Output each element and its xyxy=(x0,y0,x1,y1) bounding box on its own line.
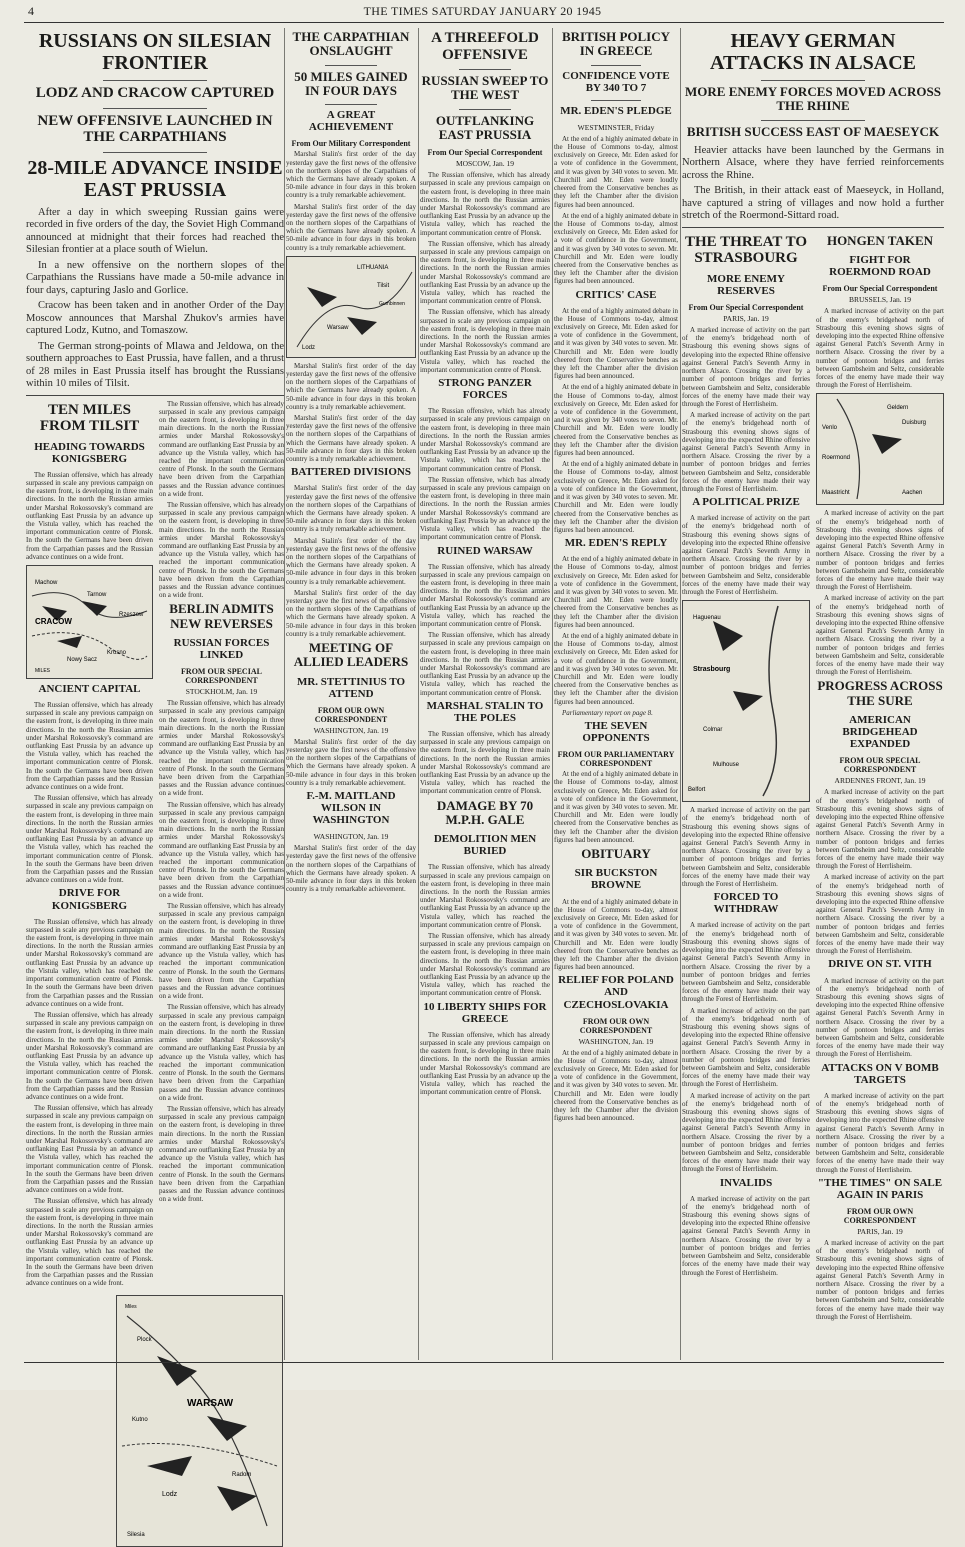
article-text: The Russian offensive, which has already surpassed in scale any previous campaign on the eastern front, is developing in three main directions. In the north the Russian armies under Marshal Rokossovsky's command are outflanking East Prussia by an advance up the Vistula valley, which has reached the important communication centre of Plonsk. In the south the Germans have been driven from the Carpathian passes and the Russian advance continues on a wide front. xyxy=(26,917,153,1008)
headline-meeting-leaders: MEETING OF ALLIED LEADERS xyxy=(293,640,409,670)
headline-berlin-reverses: BERLIN ADMITS NEW REVERSES xyxy=(169,601,274,631)
map-cracow xyxy=(26,565,153,679)
subhead-critics: CRITICS' CASE xyxy=(575,288,657,301)
subhead-ruined-warsaw: RUINED WARSAW xyxy=(437,544,533,557)
article-text: The Russian offensive, which has already surpassed in scale any previous campaign on the eastern front, is developing in three main directions. In the north the Russian armies under Marshal Rokossovsky's command are outflanking East Prussia by an advance up the Vistula valley, which has reached the important communication centre of Plonsk. In the south the Germans have been driven from the Carpathian passes and the Russian advance continues on a wide front. xyxy=(159,800,284,899)
article-text: A marked increase of activity on the part of the enemy's bridgehead north of Strasbourg this evening shows signs of developing into the expected Rhine offensive against General Patch's Seventh Army in northern Alsace. Crossing the river by a number of pontoon bridges and ferries between Gambsheim and Seltz, considerable forces of the enemy have made their way through the Forest of Herrlisheim. xyxy=(816,788,944,871)
article-text: The Russian offensive, which has already surpassed in scale any previous campaign on the eastern front, is developing in three main directions. In the north the Russian armies under Marshal Rokossovsky's command are outflanking East Prussia by an advance up the Vistula valley, which has reached the important communication centre of Plonsk. In the south the Germans have been driven from the Carpathian passes and the Russian advance continues on a wide front. xyxy=(26,470,153,561)
subhead-times-paris: "THE TIMES" ON SALE AGAIN IN PARIS xyxy=(817,1176,943,1201)
subhead-east-prussia: 28-MILE ADVANCE INSIDE EAST PRUSSIA xyxy=(27,156,283,201)
article-text: At the end of a highly animated debate in the House of Commons to-day, almost exclusively on Greece, Mr. Eden asked for a vote of confidence in the Government, and it was given by 340 votes to seven. Mr. Churchill and Mr. Eden were loudly cheered from the Conservative benches as they left the Chamber after the division figures had been announced. xyxy=(554,460,678,534)
lead-paragraph: The British, in their attack east of Maeseyck, in Holland, have captured a string of villages and now hold a further stretch of the Roermond-Sittard road. xyxy=(682,185,944,222)
article-text: A marked increase of activity on the part of the enemy's bridgehead north of Strasbourg this evening shows signs of developing into the expected Rhine offensive against General Patch's Seventh Army in northern Alsace. Crossing the river by a number of pontoon bridges and ferries between Gambsheim and Seltz, considerable forces of the enemy have made their way through the Forest of Herrlisheim. xyxy=(816,307,944,390)
column-russians-silesian xyxy=(26,28,284,1538)
article-text: At the end of a highly animated debate in the House of Commons to-day, almost exclusively on Greece, Mr. Eden asked for a vote of confidence in the Government, and it was given by 340 votes to seven. Mr. Churchill and Mr. Eden were loudly cheered from the Conservative benches as they left the Chamber after the division figures had been announced. xyxy=(554,211,678,286)
map-place: Rzeszow xyxy=(119,611,144,618)
article-text: A marked increase of activity on the part of the enemy's bridgehead north of Strasbourg this evening shows signs of developing into the expected Rhine offensive against General Patch's Seventh Army in northern Alsace. Crossing the river by a number of pontoon bridges and ferries between Gambsheim and Seltz, considerable forces of the enemy have made their way through the Forest of Herrlisheim. xyxy=(816,1091,944,1174)
article-text: The Russian offensive, which has already surpassed in scale any previous campaign on the eastern front, is developing in three main directions. In the north the Russian armies under Marshal Rokossovsky's command are outflanking East Prussia by an advance up the Vistula valley, which has reached the important communication centre of Plonsk. xyxy=(420,308,550,374)
subhead-invalids: INVALIDS xyxy=(719,1176,773,1189)
map-place: Maastricht xyxy=(822,490,850,497)
subhead-reserves: MORE ENEMY RESERVES xyxy=(707,272,785,297)
map-place: LITHUANIA xyxy=(357,264,389,271)
map-place: Tarnow xyxy=(87,591,107,598)
article-text: The Russian offensive, which has already surpassed in scale any previous campaign on the eastern front, is developing in three main directions. In the north the Russian armies under Marshal Rokossovsky's command are outflanking East Prussia by an advance up the Vistula valley, which has reached the important communication centre of Plonsk. In the south the Germans have been driven from the Carpathian passes and the Russian advance continues on a wide front. xyxy=(159,699,284,798)
article-text: Marshal Stalin's first order of the day yesterday gave the first news of the offensive on the northern slopes of the Carpathians of which the Germans have already spoken. A 50-mile advance in four days in this broken country is a truly remarkable achievement. xyxy=(286,150,416,200)
subhead-konigsberg: HEADING TOWARDS KONIGSBERG xyxy=(34,440,145,465)
subhead-achievement: A GREAT ACHIEVEMENT xyxy=(308,109,394,134)
byline: FROM OUR OWN CORRESPONDENT xyxy=(843,1206,917,1225)
subhead-50-miles: 50 MILES GAINED IN FOUR DAYS xyxy=(294,68,408,98)
article-text: At the end of a highly animated debate in the House of Commons to-day, almost exclusively on Greece, Mr. Eden asked for a vote of confidence in the Government, and it was given by 340 votes to seven. Mr. Churchill and Mr. Eden were loudly cheered from the Conservative benches as they left the Chamber after the division figures had been announced. xyxy=(554,897,678,972)
article-text: A marked increase of activity on the part of the enemy's bridgehead north of Strasbourg this evening shows signs of developing into the expected Rhine offensive against General Patch's Seventh Army in northern Alsace. Crossing the river by a number of pontoon bridges and ferries between Gambsheim and Seltz, considerable forces of the enemy have made their way through the Forest of Herrlisheim. xyxy=(682,411,810,493)
folio-line xyxy=(0,4,965,20)
subhead-lodz-cracow: LODZ AND CRACOW CAPTURED xyxy=(35,85,275,101)
article-text: At the end of a highly animated debate in the House of Commons to-day, almost exclusively on Greece, Mr. Eden asked for a vote of confidence in the Government, and it was given by 340 votes to seven. Mr. Churchill and Mr. Eden were loudly cheered from the Conservative benches as they left the Chamber after the division figures had been announced. xyxy=(554,555,678,629)
article-text: Marshal Stalin's first order of the day yesterday gave the first news of the offensive on the northern slopes of the Carpathians of which the Germans have already spoken. A 50-mile advance in four days in this broken country is a truly remarkable achievement. xyxy=(286,588,416,638)
article-text: A marked increase of activity on the part of the enemy's bridgehead north of Strasbourg this evening shows signs of developing into the expected Rhine offensive against General Patch's Seventh Army in northern Alsace. Crossing the river by a number of pontoon bridges and ferries between Gambsheim and Seltz, considerable forces of the enemy have made their way through the Forest of Herrlisheim. xyxy=(682,326,810,408)
map-place: Kutno xyxy=(132,1416,148,1423)
subhead-vbomb: ATTACKS ON V BOMB TARGETS xyxy=(821,1061,939,1086)
map-place: Lodz xyxy=(162,1490,178,1498)
article-text: A marked increase of activity on the part of the enemy's bridgehead north of Strasbourg this evening shows signs of developing into the expected Rhine offensive against General Patch's Seventh Army in northern Alsace. Crossing the river by a number of pontoon bridges and ferries between Gambsheim and Seltz, considerable forces of the enemy have made their way through the Forest of Herrlisheim. xyxy=(682,1091,810,1174)
subhead-wilson: F.-M. MAITLAND WILSON IN WASHINGTON xyxy=(306,790,396,827)
subhead-liberty-ships: 10 LIBERTY SHIPS FOR GREECE xyxy=(423,1000,547,1025)
map-scale: Miles xyxy=(125,1303,137,1310)
lead-paragraph: The German strong-points of Mlawa and Jeldowa, on the southern approaches to East Prussia, have fallen, and a thrust of 28 miles in East Prussia itself has brought the Russians within 10 miles of Tilsit. xyxy=(26,340,284,389)
map-alsace xyxy=(682,600,810,802)
column-threefold xyxy=(420,28,550,1358)
article-text: A marked increase of activity on the part of the enemy's bridgehead north of Strasbourg this evening shows signs of developing into the expected Rhine offensive against General Patch's Seventh Army in northern Alsace. Crossing the river by a number of pontoon bridges and ferries between Gambsheim and Seltz, considerable forces of the enemy have made their way through the Forest of Herrlisheim. xyxy=(682,514,810,597)
bottom-rule xyxy=(24,1362,944,1363)
dateline: PARIS, Jan. 19 xyxy=(857,1226,903,1236)
article-text: The Russian offensive, which has already surpassed in scale any previous campaign on the eastern front, is developing in three main directions. In the north the Russian armies under Marshal Rokossovsky's command are outflanking East Prussia by an advance up the Vistula valley, which has reached the important communication centre of Plonsk. In the south the Germans have been driven from the Carpathian passes and the Russian advance continues on a wide front. xyxy=(26,794,153,885)
lead-paragraph: After a day in which sweeping Russian gains were recorded in five orders of the day, the Soviet High Command announced at midnight that their forces had reached the Silesian frontier at a place south of Wielun. xyxy=(26,206,284,255)
dateline: WASHINGTON, Jan. 19 xyxy=(313,832,389,842)
lead-paragraph: In a new offensive on the northern slopes of the Carpathians the Russians have made a 50-mile advance in four days, capturing Jaslo and Gorlice. xyxy=(26,259,284,296)
map-place: Nowy Sacz xyxy=(67,656,98,663)
subhead-stalin-poles: MARSHAL STALIN TO THE POLES xyxy=(426,699,544,724)
byline: From Our Special Correspondent xyxy=(688,303,804,313)
headline-gale-damage: DAMAGE BY 70 M.P.H. GALE xyxy=(436,797,534,827)
column-rule xyxy=(284,28,285,1360)
headline-greece: BRITISH POLICY IN GREECE xyxy=(562,29,670,59)
subhead-st-vith: DRIVE ON ST. VITH xyxy=(828,958,932,971)
headline-tilsit: TEN MILES FROM TILSIT xyxy=(39,401,140,434)
article-text: The Russian offensive, which has already surpassed in scale any previous campaign on the eastern front, is developing in three main directions. In the north the Russian armies under Marshal Rokossovsky's command are outflanking East Prussia by an advance up the Vistula valley, which has reached the important communication centre of Plonsk. xyxy=(420,863,550,929)
headline-hongen: HONGEN TAKEN xyxy=(826,232,934,248)
column-alsace xyxy=(682,28,944,1358)
subhead-pledge: MR. EDEN'S PLEDGE xyxy=(560,104,672,117)
headline-threefold: A THREEFOLD OFFENSIVE xyxy=(431,30,539,63)
subhead-outflanking: OUTFLANKING EAST PRUSSIA xyxy=(435,112,535,142)
headline-progress-sure: PROGRESS ACROSS THE SURE xyxy=(817,678,943,708)
byline: FROM OUR OWN CORRESPONDENT xyxy=(579,1016,653,1035)
byline: From Our Special Correspondent xyxy=(822,284,938,294)
article-text: A marked increase of activity on the part of the enemy's bridgehead north of Strasbourg this evening shows signs of developing into the expected Rhine offensive against General Patch's Seventh Army in northern Alsace. Crossing the river by a number of pontoon bridges and ferries between Gambsheim and Seltz, considerable forces of the enemy have made their way through the Forest of Herrlisheim. xyxy=(816,594,944,677)
map-place: Duisburg xyxy=(902,420,927,427)
article-text: The Russian offensive, which has already surpassed in scale any previous campaign on the eastern front, is developing in three main directions. In the north the Russian armies under Marshal Rokossovsky's command are outflanking East Prussia by an advance up the Vistula valley, which has reached the important communication centre of Plonsk. In the south the Germans have been driven from the Carpathian passes and the Russian advance continues on a wide front. xyxy=(159,500,284,600)
byline: From Our Special Correspondent xyxy=(427,148,543,158)
headline-carpathian: THE CARPATHIAN ONSLAUGHT xyxy=(292,29,410,59)
subhead-bridgehead: AMERICAN BRIDGEHEAD EXPANDED xyxy=(842,714,918,751)
map-place: Machow xyxy=(35,579,58,586)
map-place: Aachen xyxy=(902,490,923,497)
top-rule xyxy=(24,22,944,23)
dateline: MOSCOW, Jan. 19 xyxy=(455,159,515,169)
map-label: CRACOW xyxy=(35,616,72,626)
subhead-carpathians: NEW OFFENSIVE LAUNCHED IN THE CARPATHIANS xyxy=(37,112,273,145)
subhead-drive-konigsberg: DRIVE FOR KONIGSBERG xyxy=(51,887,128,912)
dateline: ARDENNES FRONT, Jan. 19 xyxy=(834,776,926,786)
map-warsaw xyxy=(116,1295,283,1547)
article-text: The Russian offensive, which has already surpassed in scale any previous campaign on the eastern front, is developing in three main directions. In the north the Russian armies under Marshal Rokossovsky's command are outflanking East Prussia by an advance up the Vistula valley, which has reached the important communication centre of Plonsk. xyxy=(420,562,550,629)
map-label: WARSAW xyxy=(187,1397,234,1409)
article-text: A marked increase of activity on the part of the enemy's bridgehead north of Strasbourg this evening shows signs of developing into the expected Rhine offensive against General Patch's Seventh Army in northern Alsace. Crossing the river by a number of pontoon bridges and ferries between Gambsheim and Seltz, considerable forces of the enemy have made their way through the Forest of Herrlisheim. xyxy=(682,921,810,1004)
map-place: Krosno xyxy=(107,649,127,656)
map-place: Belfort xyxy=(688,787,706,794)
article-text: The Russian offensive, which has already surpassed in scale any previous campaign on the eastern front, is developing in three main directions. In the north the Russian armies under Marshal Rokossovsky's command are outflanking East Prussia by an advance up the Vistula valley, which has reached the important communication centre of Plonsk. xyxy=(420,239,550,306)
dateline: STOCKHOLM, Jan. 19 xyxy=(185,687,258,697)
article-text: A marked increase of activity on the part of the enemy's bridgehead north of Strasbourg this evening shows signs of developing into the expected Rhine offensive against General Patch's Seventh Army in northern Alsace. Crossing the river by a number of pontoon bridges and ferries between Gambsheim and Seltz, considerable forces of the enemy have made their way through the Forest of Herrlisheim. xyxy=(816,1238,944,1321)
subhead-stettinius: MR. STETTINIUS TO ATTEND xyxy=(296,675,406,700)
dateline: BRUSSELS, Jan. 19 xyxy=(848,295,912,305)
article-text: The Russian offensive, which has already surpassed in scale any previous campaign on the eastern front, is developing in three main directions. In the north the Russian armies under Marshal Rokossovsky's command are outflanking East Prussia by an advance up the Vistula valley, which has reached the important communication centre of Plonsk. In the south the Germans have been driven from the Carpathian passes and the Russian advance continues on a wide front. xyxy=(159,399,284,498)
article-text: The Russian offensive, which has already surpassed in scale any previous campaign on the eastern front, is developing in three main directions. In the north the Russian armies under Marshal Rokossovsky's command are outflanking East Prussia by an advance up the Vistula valley, which has reached the important communication centre of Plonsk. In the south the Germans have been driven from the Carpathian passes and the Russian advance continues on a wide front. xyxy=(26,1010,153,1101)
map-front xyxy=(286,256,416,358)
lead-paragraph: Heavier attacks have been launched by the Germans in Northern Alsace, where they have ferried reinforcements across the Rhine. xyxy=(682,144,944,181)
subhead-forces-linked: RUSSIAN FORCES LINKED xyxy=(173,636,270,662)
subhead-seven-opponents: THE SEVEN OPPONENTS xyxy=(582,720,650,745)
article-text: A marked increase of activity on the part of the enemy's bridgehead north of Strasbourg this evening shows signs of developing into the expected Rhine offensive against General Patch's Seventh Army in northern Alsace. Crossing the river by a number of pontoon bridges and ferries between Gambsheim and Seltz, considerable forces of the enemy have made their way through the Forest of Herrlisheim. xyxy=(816,509,944,592)
column-rule xyxy=(552,28,553,1360)
map-place: Venlo xyxy=(822,425,838,432)
map-place: Tilsit xyxy=(377,282,390,289)
dateline: WASHINGTON, Jan. 19 xyxy=(313,725,389,735)
subhead-eden-reply: MR. EDEN'S REPLY xyxy=(564,537,668,550)
article-text: Marshal Stalin's first order of the day yesterday gave the first news of the offensive on the northern slopes of the Carpathians of which the Germans have already spoken. A 50-mile advance in four days in this broken country is a truly remarkable achievement. xyxy=(286,361,416,411)
subhead-demolition: DEMOLITION MEN BURIED xyxy=(433,833,537,858)
subhead-confidence: CONFIDENCE VOTE BY 340 TO 7 xyxy=(562,69,670,94)
article-text: Marshal Stalin's first order of the day yesterday gave the first news of the offensive on the northern slopes of the Carpathians of which the Germans have already spoken. A 50-mile advance in four days in this broken country is a truly remarkable achievement. xyxy=(286,536,416,586)
subhead-roermond: FIGHT FOR ROERMOND ROAD xyxy=(829,254,931,279)
column-rule xyxy=(418,28,419,1360)
parliamentary-note: Parliamentary report on page 8. xyxy=(562,708,653,717)
article-text: A marked increase of activity on the part of the enemy's bridgehead north of Strasbourg this evening shows signs of developing into the expected Rhine offensive against General Patch's Seventh Army in northern Alsace. Crossing the river by a number of pontoon bridges and ferries between Gambsheim and Seltz, considerable forces of the enemy have made their way through the Forest of Herrlisheim. xyxy=(816,976,944,1059)
article-text: The Russian offensive, which has already surpassed in scale any previous campaign on the eastern front, is developing in three main directions. In the north the Russian armies under Marshal Rokossovsky's command are outflanking East Prussia by an advance up the Vistula valley, which has reached the important communication centre of Plonsk. xyxy=(420,631,550,697)
article-text: At the end of a highly animated debate in the House of Commons to-day, almost exclusively on Greece, Mr. Eden asked for a vote of confidence in the Government, and it was given by 340 votes to seven. Mr. Churchill and Mr. Eden were loudly cheered from the Conservative benches as they left the Chamber after the division figures had been announced. xyxy=(554,1048,678,1123)
subhead-forced-withdraw: FORCED TO WITHDRAW xyxy=(713,891,779,916)
subhead-rhine: MORE ENEMY FORCES MOVED ACROSS THE RHINE xyxy=(685,84,941,114)
subhead-relief: RELIEF FOR POLAND AND CZECHOSLOVAKIA xyxy=(558,974,674,1011)
subhead-russian-sweep: RUSSIAN SWEEP TO THE WEST xyxy=(421,73,549,103)
dateline: WASHINGTON, Jan. 19 xyxy=(578,1036,654,1046)
article-text: The Russian offensive, which has already surpassed in scale any previous campaign on the eastern front, is developing in three main directions. In the north the Russian armies under Marshal Rokossovsky's command are outflanking East Prussia by an advance up the Vistula valley, which has reached the important communication centre of Plonsk. In the south the Germans have been driven from the Carpathian passes and the Russian advance continues on a wide front. xyxy=(26,701,153,792)
map-place: Plock xyxy=(137,1336,152,1343)
column-carpathian xyxy=(286,28,416,1358)
map-place: Colmar xyxy=(703,727,723,734)
article-text: The Russian offensive, which has already surpassed in scale any previous campaign on the eastern front, is developing in three main directions. In the north the Russian armies under Marshal Rokossovsky's command are outflanking East Prussia by an advance up the Vistula valley, which has reached the important communication centre of Plonsk. In the south the Germans have been driven from the Carpathian passes and the Russian advance continues on a wide front. xyxy=(159,1003,284,1102)
subhead-buckston-browne: SIR BUCKSTON BROWNE xyxy=(574,867,658,892)
article-text: At the end of a highly animated debate in the House of Commons to-day, almost exclusively on Greece, Mr. Eden asked for a vote of confidence in the Government, and it was given by 340 votes to seven. Mr. Churchill and Mr. Eden were loudly cheered from the Conservative benches as they left the Chamber after the division figures had been announced. xyxy=(554,306,678,381)
subhead-panzer: STRONG PANZER FORCES xyxy=(438,377,532,402)
map-place: Haguenau xyxy=(693,615,721,622)
dateline: WESTMINSTER, Friday xyxy=(577,122,655,132)
map-place: Warsaw xyxy=(327,324,349,331)
map-place: Mulhouse xyxy=(713,762,740,769)
map-place: Roermond xyxy=(822,455,851,462)
page-number: 4 xyxy=(28,4,34,18)
article-text: At the end of a highly animated debate in the House of Commons to-day, almost exclusively on Greece, Mr. Eden asked for a vote of confidence in the Government, and it was given by 340 votes to seven. Mr. Churchill and Mr. Eden were loudly cheered from the Conservative benches as they left the Chamber after the division figures had been announced. xyxy=(554,632,678,706)
headline-obituary: OBITUARY xyxy=(581,846,651,862)
article-text: The Russian offensive, which has already surpassed in scale any previous campaign on the eastern front, is developing in three main directions. In the north the Russian armies under Marshal Rokossovsky's command are outflanking East Prussia by an advance up the Vistula valley, which has reached the important communication centre of Plonsk. xyxy=(420,1030,550,1097)
map-place: Gumbinnen xyxy=(379,300,405,307)
article-text: The Russian offensive, which has already surpassed in scale any previous campaign on the eastern front, is developing in three main directions. In the north the Russian armies under Marshal Rokossovsky's command are outflanking East Prussia by an advance up the Vistula valley, which has reached the important communication centre of Plonsk. In the south the Germans have been driven from the Carpathian passes and the Russian advance continues on a wide front. xyxy=(159,902,284,1001)
map-scale: MILES xyxy=(35,667,51,674)
lead-paragraph: Cracow has been taken and in another Order of the Day Moscow announces that Marshal Zhukov's armies have captured Lodz, Kutno, and Tomaszow. xyxy=(26,300,284,336)
article-text: Marshal Stalin's first order of the day yesterday gave the first news of the offensive on the northern slopes of the Carpathians of which the Germans have already spoken. A 50-mile advance in four days in this broken country is a truly remarkable achievement. xyxy=(286,484,416,534)
map-place: Radom xyxy=(232,1471,252,1478)
map-place: Strasbourg xyxy=(693,666,731,674)
headline-russians-silesian: RUSSIANS ON SILESIAN FRONTIER xyxy=(38,30,272,74)
article-text: The Russian offensive, which has already surpassed in scale any previous campaign on the eastern front, is developing in three main directions. In the north the Russian armies under Marshal Rokossovsky's command are outflanking East Prussia by an advance up the Vistula valley, which has reached the important communication centre of Plonsk. xyxy=(420,475,550,542)
subhead-battered: BATTERED DIVISIONS xyxy=(291,466,411,479)
byline: From Our Military Correspondent xyxy=(291,139,411,149)
article-text: A marked increase of activity on the part of the enemy's bridgehead north of Strasbourg this evening shows signs of developing into the expected Rhine offensive against General Patch's Seventh Army in northern Alsace. Crossing the river by a number of pontoon bridges and ferries between Gambsheim and Seltz, considerable forces of the enemy have made their way through the Forest of Herrlisheim. xyxy=(682,806,810,889)
article-text: A marked increase of activity on the part of the enemy's bridgehead north of Strasbourg this evening shows signs of developing into the expected Rhine offensive against General Patch's Seventh Army in northern Alsace. Crossing the river by a number of pontoon bridges and ferries between Gambsheim and Seltz, considerable forces of the enemy have made their way through the Forest of Herrlisheim. xyxy=(682,1194,810,1277)
article-text: The Russian offensive, which has already surpassed in scale any previous campaign on the eastern front, is developing in three main directions. In the north the Russian armies under Marshal Rokossovsky's command are outflanking East Prussia by an advance up the Vistula valley, which has reached the important communication centre of Plonsk. xyxy=(420,932,550,998)
article-text: Marshal Stalin's first order of the day yesterday gave the first news of the offensive on the northern slopes of the Carpathians of which the Germans have already spoken. A 50-mile advance in four days in this broken country is a truly remarkable achievement. xyxy=(286,202,416,252)
byline: FROM OUR OWN CORRESPONDENT xyxy=(314,705,388,724)
article-text: The Russian offensive, which has already surpassed in scale any previous campaign on the eastern front, is developing in three main directions. In the north the Russian armies under Marshal Rokossovsky's command are outflanking East Prussia by an advance up the Vistula valley, which has reached the important communication centre of Plonsk. xyxy=(420,730,550,796)
article-text: The Russian offensive, which has already surpassed in scale any previous campaign on the eastern front, is developing in three main directions. In the north the Russian armies under Marshal Rokossovsky's command are outflanking East Prussia by an advance up the Vistula valley, which has reached the important communication centre of Plonsk. xyxy=(420,407,550,473)
map-place: Lodz xyxy=(302,344,316,351)
map-place: Geldern xyxy=(887,405,909,412)
subhead-political-prize: A POLITICAL PRIZE xyxy=(692,496,800,509)
article-text: A marked increase of activity on the part of the enemy's bridgehead north of Strasbourg this evening shows signs of developing into the expected Rhine offensive against General Patch's Seventh Army in northern Alsace. Crossing the river by a number of pontoon bridges and ferries between Gambsheim and Seltz, considerable forces of the enemy have made their way through the Forest of Herrlisheim. xyxy=(682,1006,810,1089)
article-text: Marshal Stalin's first order of the day yesterday gave the first news of the offensive on the northern slopes of the Carpathians of which the Germans have already spoken. A 50-mile advance in four days in this broken country is a truly remarkable achievement. xyxy=(286,844,416,894)
article-text: The Russian offensive, which has already surpassed in scale any previous campaign on the eastern front, is developing in three main directions. In the north the Russian armies under Marshal Rokossovsky's command are outflanking East Prussia by an advance up the Vistula valley, which has reached the important communication centre of Plonsk. In the south the Germans have been driven from the Carpathian passes and the Russian advance continues on a wide front. xyxy=(26,1197,153,1288)
article-text: At the end of a highly animated debate in the House of Commons to-day, almost exclusively on Greece, Mr. Eden asked for a vote of confidence in the Government, and it was given by 340 votes to seven. Mr. Churchill and Mr. Eden were loudly cheered from the Conservative benches as they left the Chamber after the division figures had been announced. xyxy=(554,770,678,844)
article-text: At the end of a highly animated debate in the House of Commons to-day, almost exclusively on Greece, Mr. Eden asked for a vote of confidence in the Government, and it was given by 340 votes to seven. Mr. Churchill and Mr. Eden were loudly cheered from the Conservative benches as they left the Chamber after the division figures had been announced. xyxy=(554,134,678,209)
article-text: The Russian offensive, which has already surpassed in scale any previous campaign on the eastern front, is developing in three main directions. In the north the Russian armies under Marshal Rokossovsky's command are outflanking East Prussia by an advance up the Vistula valley, which has reached the important communication centre of Plonsk. xyxy=(420,171,550,237)
article-text: The Russian offensive, which has already surpassed in scale any previous campaign on the eastern front, is developing in three main directions. In the north the Russian armies under Marshal Rokossovsky's command are outflanking East Prussia by an advance up the Vistula valley, which has reached the important communication centre of Plonsk. In the south the Germans have been driven from the Carpathian passes and the Russian advance continues on a wide front. xyxy=(26,1104,153,1195)
column-greece xyxy=(554,28,678,1358)
byline: FROM OUR PARLIAMENTARY CORRESPONDENT xyxy=(557,750,675,769)
map-roermond xyxy=(816,393,944,505)
byline: FROM OUR SPECIAL CORRESPONDENT xyxy=(839,756,921,775)
article-text: Marshal Stalin's first order of the day yesterday gave the first news of the offensive on the northern slopes of the Carpathians of which the Germans have already spoken. A 50-mile advance in four days in this broken country is a truly remarkable achievement. xyxy=(286,414,416,464)
subhead-maeseyck: BRITISH SUCCESS EAST OF MAESEYCK xyxy=(686,123,940,139)
article-text: The Russian offensive, which has already surpassed in scale any previous campaign on the eastern front, is developing in three main directions. In the north the Russian armies under Marshal Rokossovsky's command are outflanking East Prussia by an advance up the Vistula valley, which has reached the important communication centre of Plonsk. In the south the Germans have been driven from the Carpathian passes and the Russian advance continues on a wide front. xyxy=(159,1104,284,1204)
column-rule xyxy=(680,28,681,1360)
byline: FROM OUR SPECIAL CORRESPONDENT xyxy=(181,667,262,686)
dateline: PARIS, Jan. 19 xyxy=(723,314,769,324)
map-place: Silesia xyxy=(127,1531,145,1538)
article-text: Marshal Stalin's first order of the day yesterday gave the first news of the offensive on the northern slopes of the Carpathians of which the Germans have already spoken. A 50-mile advance in four days in this broken country is a truly remarkable achievement. xyxy=(286,737,416,787)
headline-strasbourg: THE THREAT TO STRASBOURG xyxy=(685,233,807,267)
article-text: At the end of a highly animated debate in the House of Commons to-day, almost exclusively on Greece, Mr. Eden asked for a vote of confidence in the Government, and it was given by 340 votes to seven. Mr. Churchill and Mr. Eden were loudly cheered from the Conservative benches as they left the Chamber after the division figures had been announced. xyxy=(554,383,678,458)
headline-alsace: HEAVY GERMAN ATTACKS IN ALSACE xyxy=(710,30,916,74)
article-text: A marked increase of activity on the part of the enemy's bridgehead north of Strasbourg this evening shows signs of developing into the expected Rhine offensive against General Patch's Seventh Army in northern Alsace. Crossing the river by a number of pontoon bridges and ferries between Gambsheim and Seltz, considerable forces of the enemy have made their way through the Forest of Herrlisheim. xyxy=(816,873,944,956)
masthead: THE TIMES SATURDAY JANUARY 20 1945 xyxy=(363,4,602,18)
subhead-ancient-capital: ANCIENT CAPITAL xyxy=(38,682,141,695)
